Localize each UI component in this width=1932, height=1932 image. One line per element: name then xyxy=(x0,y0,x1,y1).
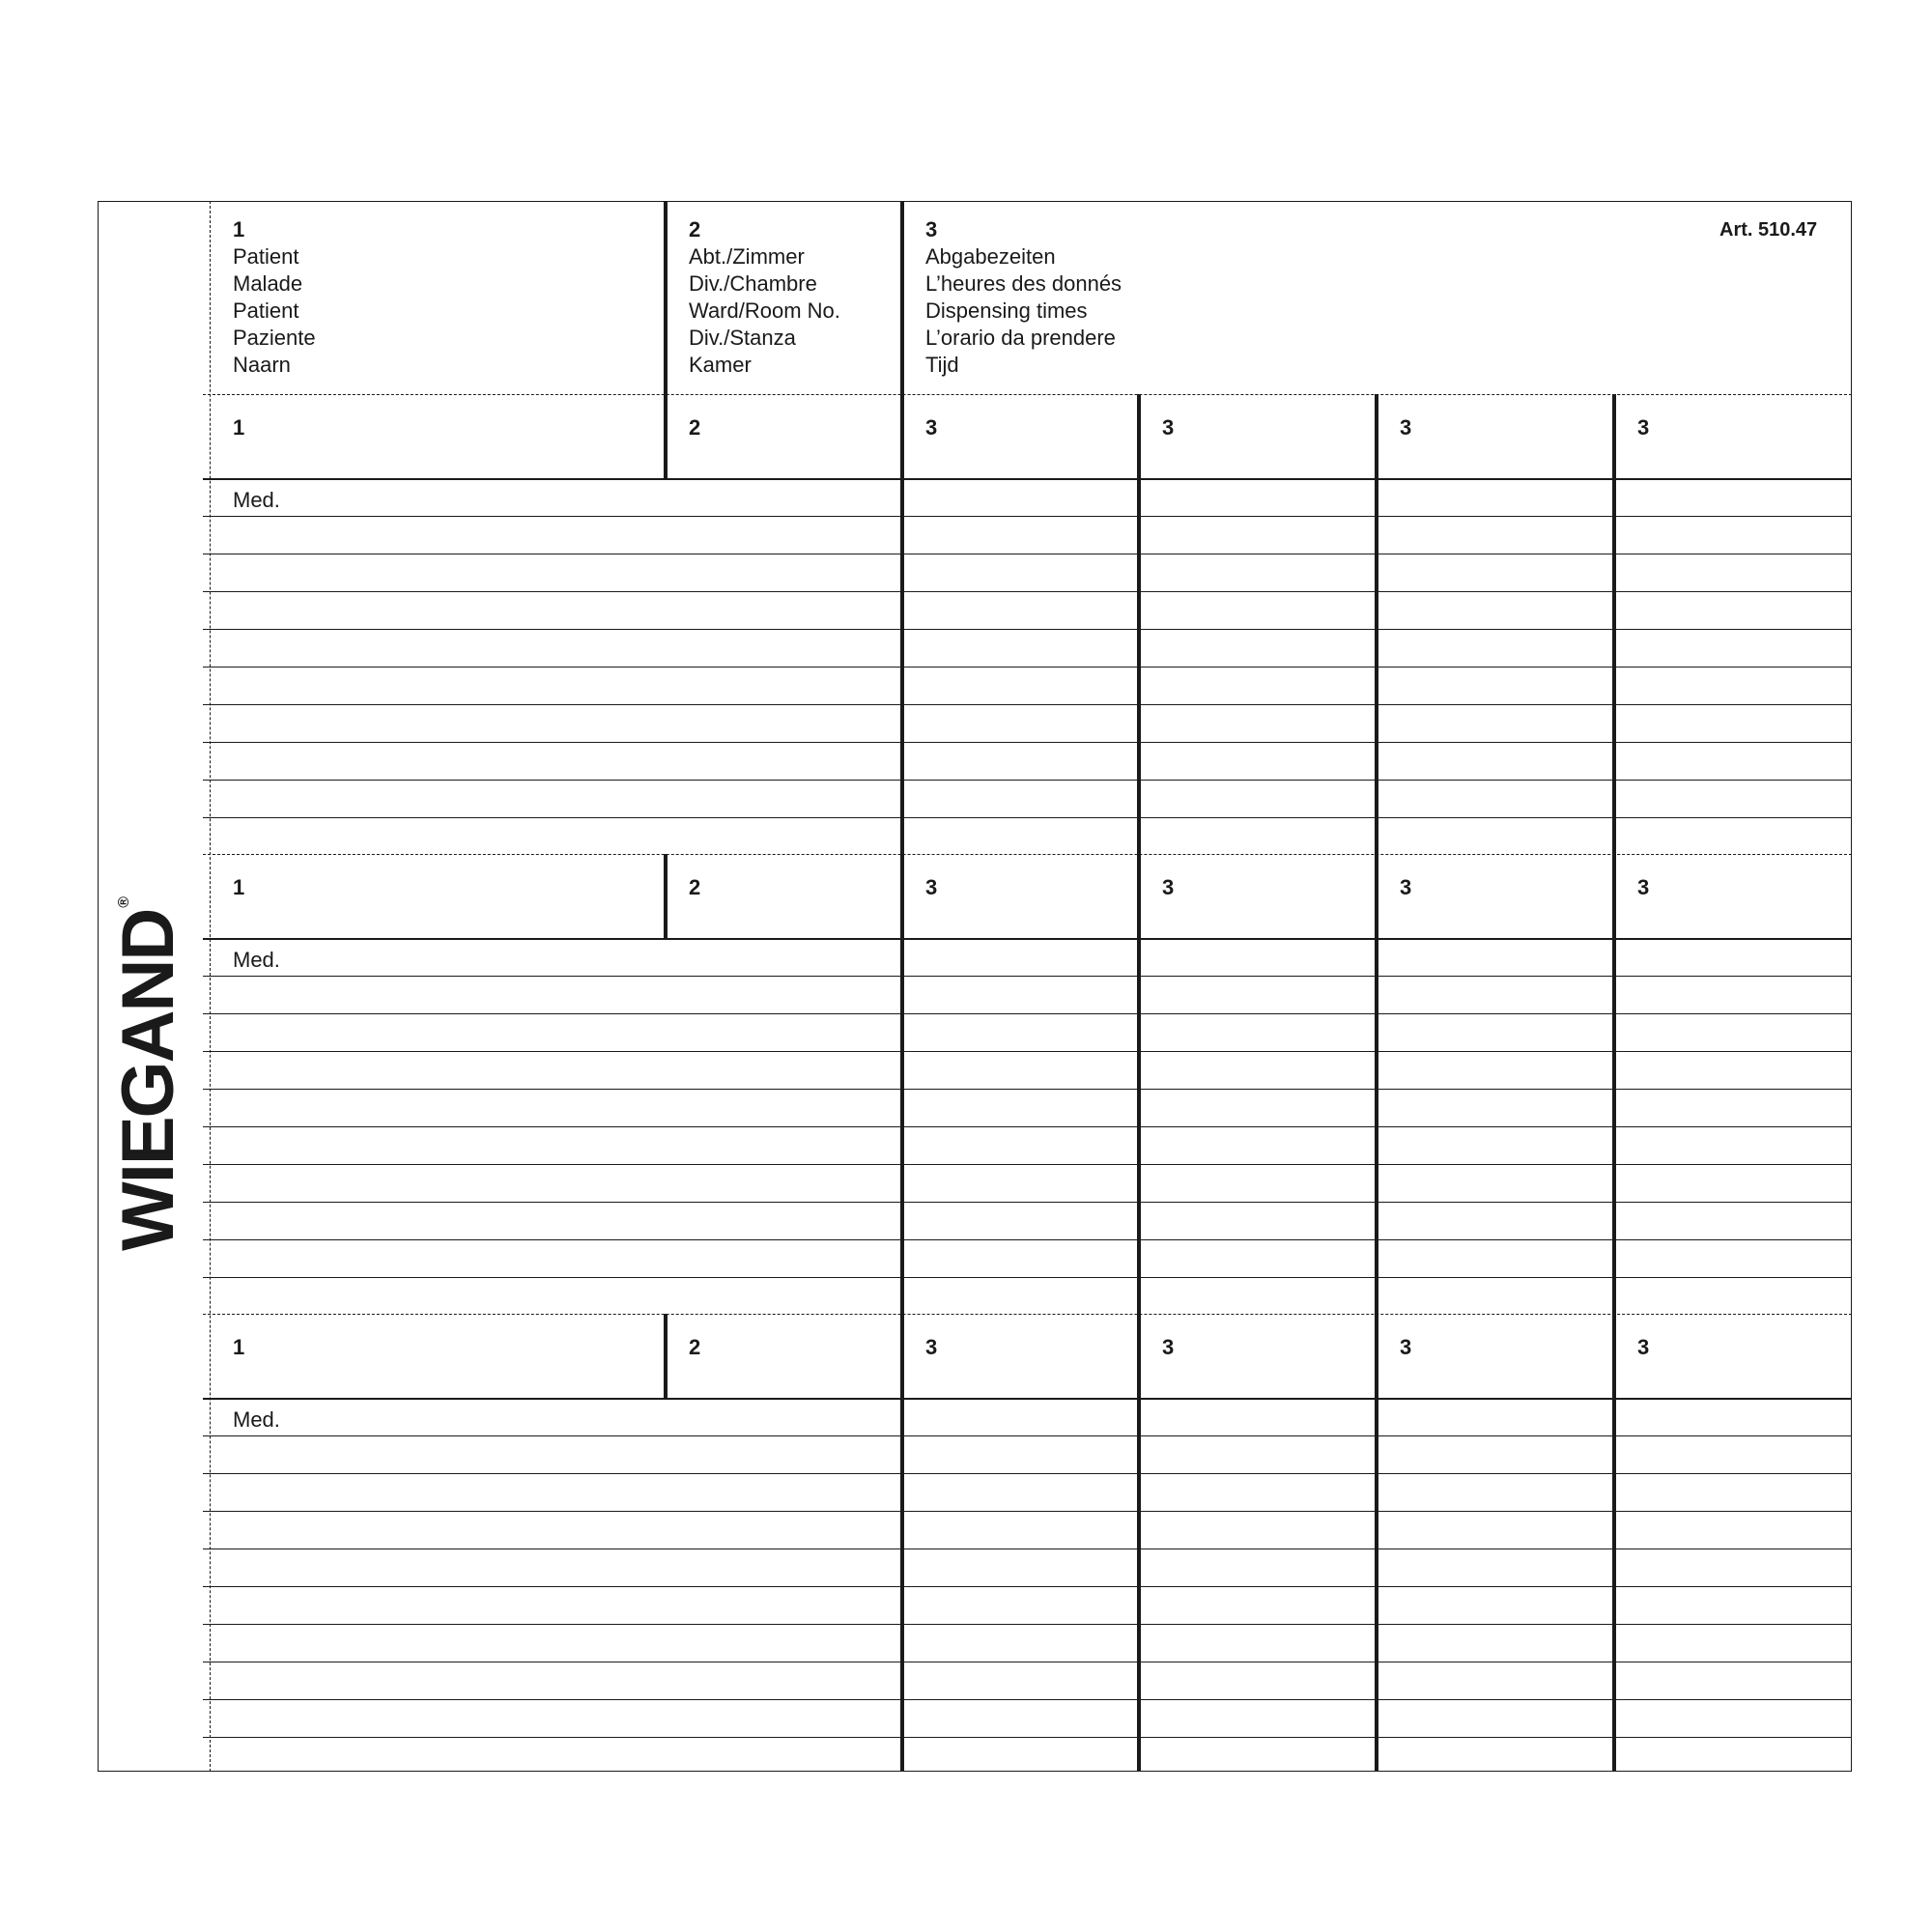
header-patient-line: Patient xyxy=(233,298,299,323)
header-times-line: Abgabezeiten xyxy=(925,244,1056,269)
header-divider-1 xyxy=(664,201,668,479)
section-time-num: 3 xyxy=(1162,875,1175,899)
header-patient-num: 1 xyxy=(233,217,245,242)
section-ward-num: 2 xyxy=(689,415,701,440)
time-column-divider xyxy=(1137,394,1141,854)
section-time-num: 3 xyxy=(1162,415,1175,440)
medication-form xyxy=(98,201,1852,1772)
header-ward-num: 2 xyxy=(689,217,701,242)
ruled-line xyxy=(203,1239,1852,1240)
section-patient-num: 1 xyxy=(233,875,245,899)
registered-mark: ® xyxy=(116,895,132,908)
time-column-divider xyxy=(1375,854,1378,1314)
section-time-num: 3 xyxy=(1637,1335,1650,1359)
med-label: Med. xyxy=(233,488,280,512)
header-patient xyxy=(233,216,316,379)
header-patient-line: Malade xyxy=(233,271,303,296)
ruled-line xyxy=(203,516,1852,517)
ruled-line xyxy=(203,1473,1852,1474)
ruled-line xyxy=(203,629,1852,630)
med-label: Med. xyxy=(233,948,280,972)
time-column-divider xyxy=(1612,394,1616,854)
tear-line-horizontal xyxy=(203,854,1852,855)
ruled-line xyxy=(203,1511,1852,1512)
header-times-line: Dispensing times xyxy=(925,298,1088,323)
ruled-line xyxy=(203,704,1852,705)
header-times-line: L’heures des donnés xyxy=(925,271,1122,296)
section-header-rule xyxy=(203,478,1852,480)
time-column-divider xyxy=(900,854,904,1314)
ruled-line xyxy=(203,1586,1852,1587)
section-time-num: 3 xyxy=(1400,415,1412,440)
section-ward-num: 2 xyxy=(689,875,701,899)
time-column-divider xyxy=(1612,854,1616,1314)
time-column-divider xyxy=(1137,1314,1141,1772)
ruled-line xyxy=(203,1089,1852,1090)
header-divider-2 xyxy=(900,201,904,394)
ruled-line xyxy=(203,1164,1852,1165)
time-column-divider xyxy=(1375,394,1378,854)
header-patient-line: Patient xyxy=(233,244,299,269)
time-column-divider xyxy=(900,1314,904,1772)
header-ward-line: Kamer xyxy=(689,353,752,377)
time-column-divider xyxy=(900,394,904,854)
header-ward-line: Div./Chambre xyxy=(689,271,817,296)
header-times-num: 3 xyxy=(925,217,938,242)
header-ward-line: Ward/Room No. xyxy=(689,298,840,323)
tear-line-vertical xyxy=(210,201,211,1772)
section-time-num: 3 xyxy=(1637,415,1650,440)
ruled-line xyxy=(203,1624,1852,1625)
ruled-line xyxy=(203,591,1852,592)
section-time-num: 3 xyxy=(925,1335,938,1359)
time-column-divider xyxy=(1612,1314,1616,1772)
section-divider-ward xyxy=(664,854,668,938)
section-header-rule xyxy=(203,938,1852,940)
section-patient-num: 1 xyxy=(233,1335,245,1359)
ruled-line xyxy=(203,667,1852,668)
ruled-line xyxy=(203,1699,1852,1700)
ruled-line xyxy=(203,742,1852,743)
section-header-rule xyxy=(203,1398,1852,1400)
med-label: Med. xyxy=(233,1407,280,1432)
header-ward-line: Abt./Zimmer xyxy=(689,244,805,269)
tear-line-horizontal xyxy=(203,1314,1852,1315)
article-number: Art. 510.47 xyxy=(1719,219,1818,241)
section-time-num: 3 xyxy=(1162,1335,1175,1359)
ruled-line xyxy=(203,817,1852,818)
ruled-line xyxy=(203,1013,1852,1014)
ruled-line xyxy=(203,1202,1852,1203)
ruled-line xyxy=(203,1126,1852,1127)
tear-line-horizontal xyxy=(203,394,1852,395)
logo-text: WIEGAND xyxy=(107,909,189,1251)
section-time-num: 3 xyxy=(925,875,938,899)
ruled-line xyxy=(203,1548,1852,1549)
ruled-line xyxy=(203,780,1852,781)
section-time-num: 3 xyxy=(1400,875,1412,899)
header-times-line: Tijd xyxy=(925,353,959,377)
section-time-num: 3 xyxy=(1637,875,1650,899)
header-times-line: L’orario da prendere xyxy=(925,326,1116,350)
ruled-line xyxy=(203,1051,1852,1052)
header-patient-line: Paziente xyxy=(233,326,316,350)
header-patient-line: Naarn xyxy=(233,353,291,377)
time-column-divider xyxy=(1375,1314,1378,1772)
section-patient-num: 1 xyxy=(233,415,245,440)
section-time-num: 3 xyxy=(1400,1335,1412,1359)
header-dispensing-times xyxy=(925,216,1122,379)
section-time-num: 3 xyxy=(925,415,938,440)
time-column-divider xyxy=(1137,854,1141,1314)
ruled-line xyxy=(203,1435,1852,1436)
ruled-line xyxy=(203,1277,1852,1278)
section-ward-num: 2 xyxy=(689,1335,701,1359)
ruled-line xyxy=(203,1737,1852,1738)
header-ward-room xyxy=(689,216,840,379)
wiegand-logo xyxy=(107,739,189,1251)
section-divider-ward xyxy=(664,1314,668,1398)
ruled-line xyxy=(203,976,1852,977)
header-ward-line: Div./Stanza xyxy=(689,326,796,350)
